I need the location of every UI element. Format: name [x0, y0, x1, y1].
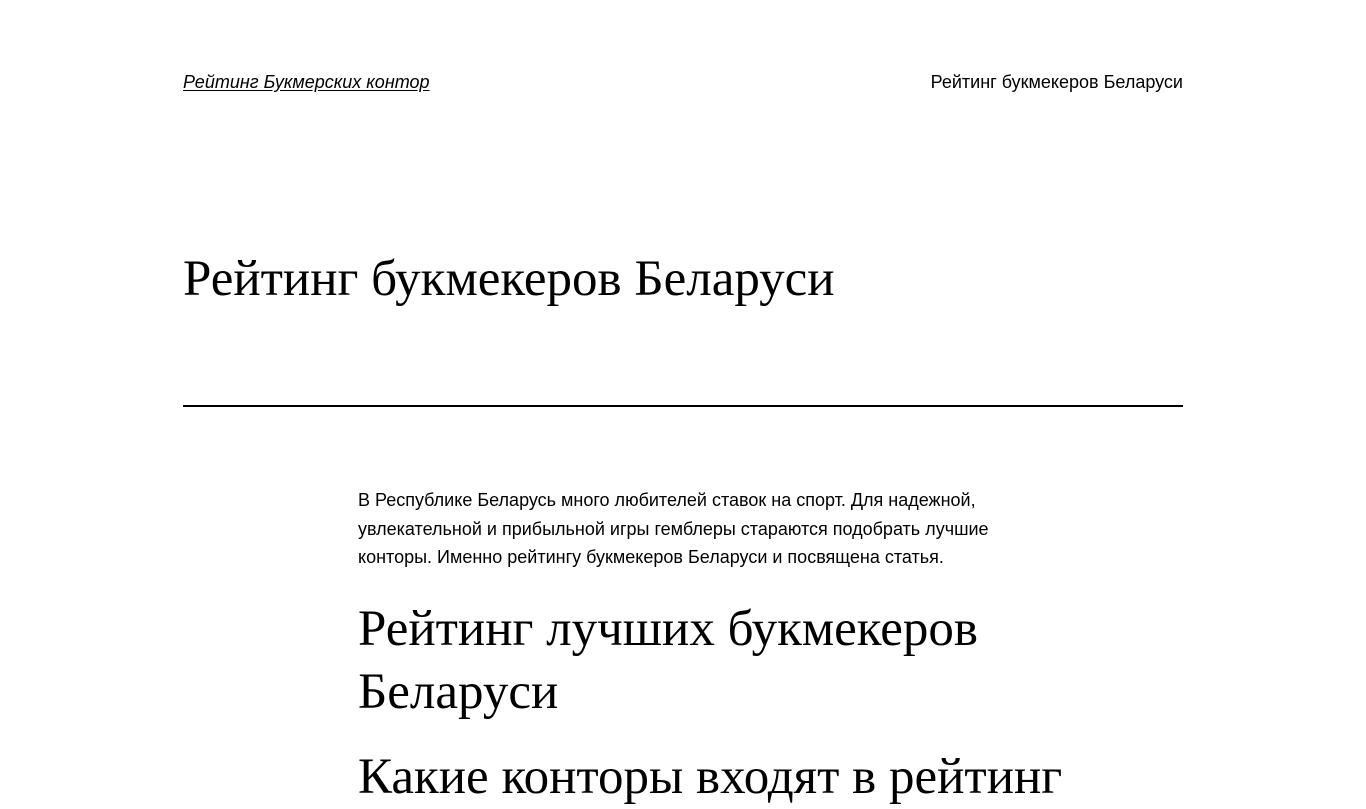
site-title-link[interactable]: Рейтинг Букмерских контор — [183, 71, 430, 92]
site-header — [183, 70, 1183, 94]
intro-paragraph: В Республике Беларусь много любителей ставок на спорт. Для надежной, увлекательной и прибыльной игры гемблеры стараются подобрать лучшие конторы. Именно рейтингу букмекеров Беларуси и посвящена статья. — [358, 490, 989, 568]
page-title: Рейтинг букмекеров Беларуси — [183, 251, 835, 307]
section-heading-next: Какие конторы входят в рейтинг — [358, 748, 1063, 805]
title-separator — [183, 405, 1183, 407]
article-content — [358, 486, 1063, 809]
section-heading-best-bookmakers: Рейтинг лучших букмекеров Беларуси — [358, 600, 978, 720]
nav-item-rating-belarus[interactable]: Рейтинг букмекеров Беларуси — [930, 71, 1183, 92]
